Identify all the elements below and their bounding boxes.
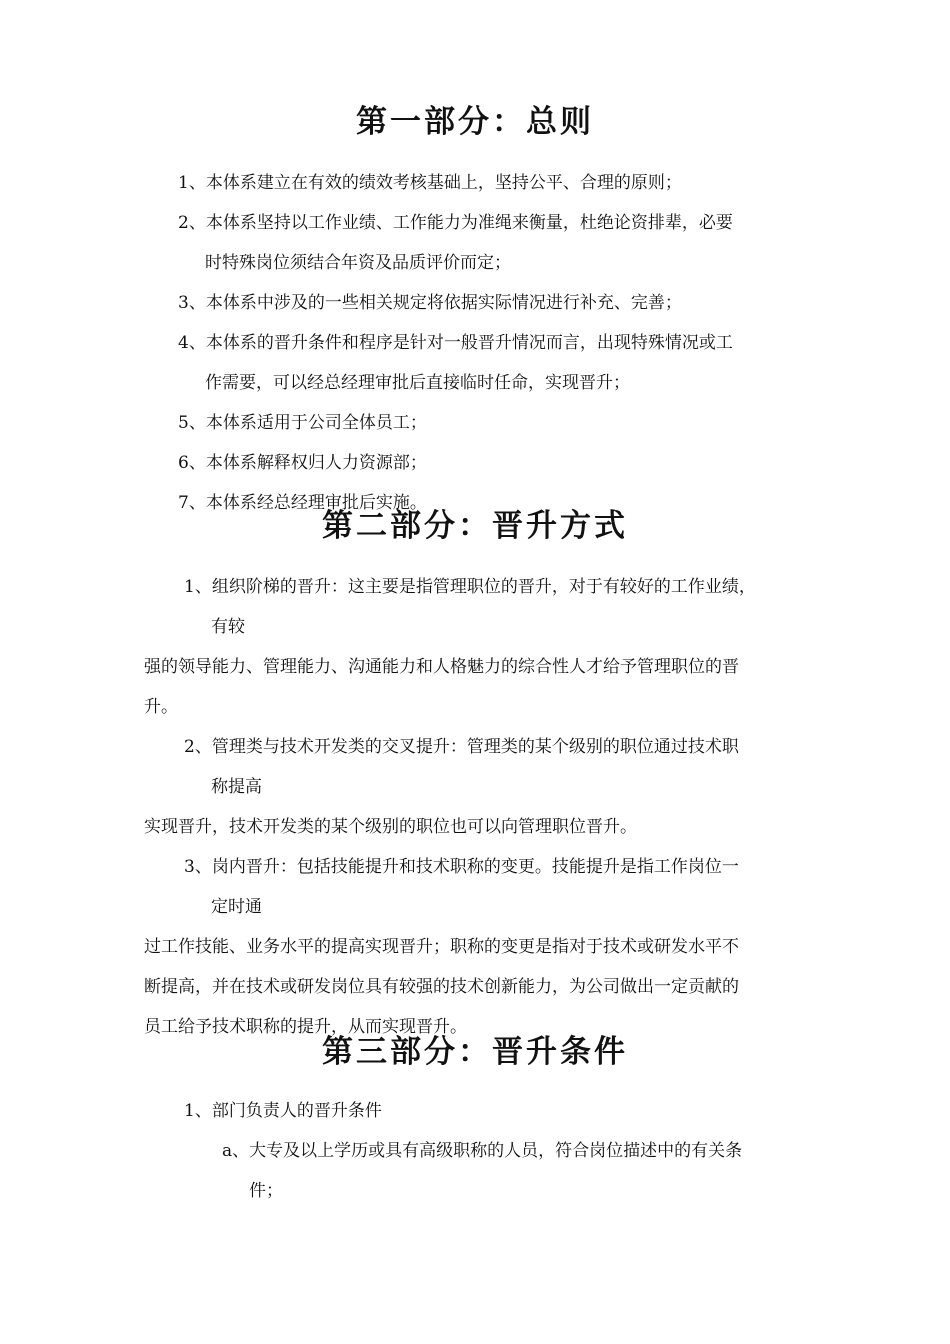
part1-item-4-cont: 作需要，可以经总经理审批后直接临时任命，实现晋升； xyxy=(205,373,630,393)
part2-line-12: 员工给予技术职称的提升，从而实现晋升。 xyxy=(144,1017,467,1037)
part3-heading: 第三部分：晋升条件 xyxy=(322,1034,628,1070)
part1-item-5: 5、本体系适用于公司全体员工； xyxy=(178,413,427,433)
part1-item-3: 3、本体系中涉及的一些相关规定将依据实际情况进行补充、完善； xyxy=(178,293,682,313)
part1-item-6: 6、本体系解释权归人力资源部； xyxy=(178,453,427,473)
part2-line-8: 3、岗内晋升：包括技能提升和技术职称的变更。技能提升是指工作岗位一 xyxy=(184,857,739,877)
part2-heading: 第二部分：晋升方式 xyxy=(322,508,628,544)
part2-line-2: 有较 xyxy=(211,617,245,637)
part2-line-6: 称提高 xyxy=(211,777,262,797)
part1-item-1: 1、本体系建立在有效的绩效考核基础上，坚持公平、合理的原则； xyxy=(178,173,682,193)
part2-line-7: 实现晋升，技术开发类的某个级别的职位也可以向管理职位晋升。 xyxy=(144,817,637,837)
part2-line-10: 过工作技能、业务水平的提高实现晋升；职称的变更是指对于技术或研发水平不 xyxy=(144,937,739,957)
part3-line-1: 1、部门负责人的晋升条件 xyxy=(184,1101,382,1121)
part3-line-3: 件； xyxy=(249,1181,283,1201)
part2-line-3: 强的领导能力、管理能力、沟通能力和人格魅力的综合性人才给予管理职位的晋 xyxy=(144,657,739,677)
part2-line-9: 定时通 xyxy=(211,897,262,917)
part2-line-1: 1、组织阶梯的晋升：这主要是指管理职位的晋升，对于有较好的工作业绩， xyxy=(184,577,756,597)
part1-item-2-cont: 时特殊岗位须结合年资及品质评价而定； xyxy=(205,253,511,273)
part1-item-4: 4、本体系的晋升条件和程序是针对一般晋升情况而言，出现特殊情况或工 xyxy=(178,333,733,353)
part1-heading: 第一部分：总则 xyxy=(356,104,594,140)
part1-item-2: 2、本体系坚持以工作业绩、工作能力为准绳来衡量，杜绝论资排辈，必要 xyxy=(178,213,733,233)
part2-line-4: 升。 xyxy=(144,697,178,717)
part2-line-11: 断提高，并在技术或研发岗位具有较强的技术创新能力，为公司做出一定贡献的 xyxy=(144,977,739,997)
part1-item-7: 7、本体系经总经理审批后实施。 xyxy=(178,493,427,513)
part2-line-5: 2、管理类与技术开发类的交叉提升：管理类的某个级别的职位通过技术职 xyxy=(184,737,739,757)
part3-line-2: a、大专及以上学历或具有高级职称的人员，符合岗位描述中的有关条 xyxy=(222,1141,743,1161)
